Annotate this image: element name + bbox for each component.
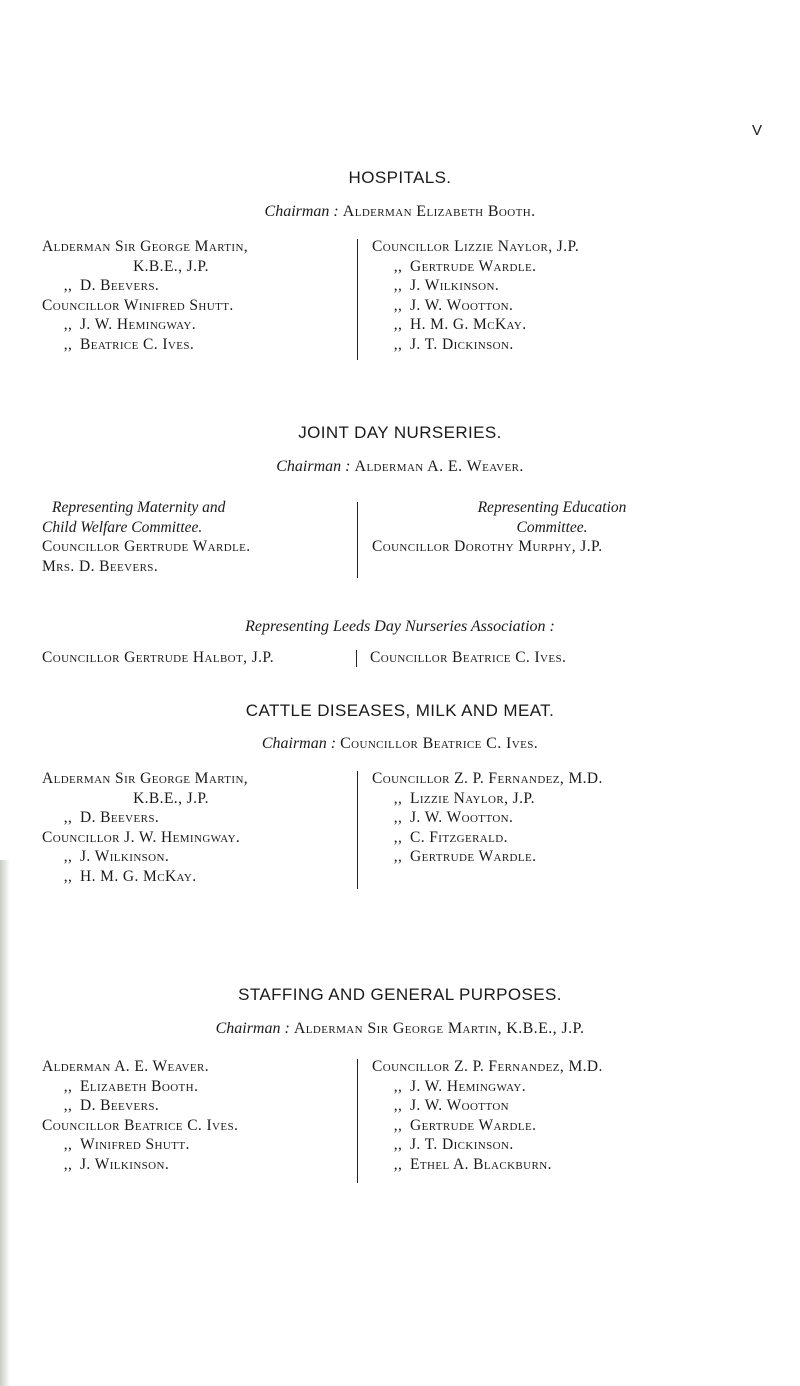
nurseries-title: JOINT DAY NURSERIES.: [298, 423, 502, 442]
member-line: J. W. Wootton: [410, 1097, 510, 1114]
member-line: C. Fitzgerald.: [410, 828, 508, 846]
hospitals-right-column: [372, 237, 782, 354]
ditto-mark: ,,: [393, 828, 403, 846]
ditto-mark: ,,: [63, 1136, 73, 1153]
hospitals-title: HOSPITALS.: [348, 168, 452, 187]
member-line: J. T. Dickinson.: [410, 1136, 514, 1153]
page-number: V: [752, 122, 763, 139]
member-line: Councillor Lizzie Naylor, J.P.: [372, 238, 580, 255]
ditto-mark: ,,: [393, 1097, 403, 1114]
member-line: Lizzie Naylor, J.P.: [410, 789, 535, 807]
staffing-right-column: [372, 1057, 792, 1174]
ditto-mark: ,,: [393, 789, 403, 807]
column-divider: [357, 1059, 358, 1183]
member-line: Gertrude Wardle.: [410, 848, 537, 865]
member-line: K.B.E., J.P.: [133, 789, 209, 807]
ditto-mark: ,,: [63, 316, 73, 333]
member-line: Councillor Gertrude Wardle.: [42, 538, 251, 555]
chairman-name: Alderman Sir George Martin, K.B.E., J.P.: [293, 1020, 585, 1037]
chairman-name: Alderman Elizabeth Booth.: [342, 203, 536, 220]
ditto-mark: ,,: [393, 335, 403, 353]
member-line: Alderman Sir George Martin,: [42, 238, 249, 255]
chairman-label: Chairman :: [264, 203, 339, 220]
member-line: D. Beevers.: [80, 277, 160, 294]
member-line: J. T. Dickinson.: [410, 335, 514, 353]
chairman-name: Alderman A. E. Weaver.: [354, 458, 524, 475]
ditto-mark: ,,: [63, 1097, 73, 1114]
member-line: Alderman A. E. Weaver.: [42, 1058, 210, 1075]
ditto-mark: ,,: [63, 277, 73, 294]
scan-edge-shadow: [0, 860, 10, 1386]
member-line: Councillor Beatrice C. Ives.: [42, 1116, 239, 1134]
member-line: Winifred Shutt.: [80, 1136, 190, 1153]
member-line: H. M. G. McKay.: [410, 316, 527, 333]
member-line: Alderman Sir George Martin,: [42, 770, 249, 787]
column-divider: [357, 771, 358, 889]
ditto-mark: ,,: [63, 809, 73, 826]
cattle-right-column: [372, 769, 792, 867]
nurseries-chairman: [0, 458, 800, 476]
nurseries-left-column: [42, 498, 342, 576]
cattle-chairman: [0, 735, 800, 753]
member-line: J. W. Wootton.: [410, 296, 514, 314]
member-line: Councillor Dorothy Murphy, J.P.: [372, 538, 603, 555]
hospitals-left-column: [42, 237, 342, 354]
staffing-chairman: [0, 1020, 800, 1038]
member-line: Gertrude Wardle.: [410, 1116, 537, 1134]
ditto-mark: ,,: [393, 296, 403, 314]
ditto-mark: ,,: [393, 257, 403, 275]
ditto-mark: ,,: [63, 335, 73, 353]
ditto-mark: ,,: [393, 1116, 403, 1134]
association-left: Councillor Gertrude Halbot, J.P.: [42, 649, 274, 666]
ditto-mark: ,,: [393, 1077, 403, 1095]
member-line: Mrs. D. Beevers.: [42, 557, 159, 575]
ditto-mark: ,,: [393, 1155, 403, 1173]
ditto-mark: ,,: [63, 1155, 73, 1173]
member-line: Beatrice C. Ives.: [80, 335, 195, 353]
member-line: Councillor Z. P. Fernandez, M.D.: [372, 1058, 603, 1075]
association-heading: Representing Leeds Day Nurseries Association :: [245, 618, 555, 635]
member-line: D. Beevers.: [80, 1097, 160, 1114]
member-line: Elizabeth Booth.: [80, 1077, 199, 1095]
staffing-left-column: [42, 1057, 342, 1174]
chairman-label: Chairman :: [215, 1020, 290, 1037]
column-divider: [357, 502, 358, 578]
member-line: J. Wilkinson.: [80, 848, 170, 865]
chairman-label: Chairman :: [276, 458, 351, 475]
representing-heading: Committee.: [516, 518, 588, 536]
member-line: H. M. G. McKay.: [80, 867, 197, 885]
ditto-mark: ,,: [393, 316, 403, 333]
member-line: Councillor J. W. Hemingway.: [42, 828, 241, 846]
ditto-mark: ,,: [393, 1136, 403, 1153]
chairman-label: Chairman :: [261, 735, 337, 752]
member-line: D. Beevers.: [80, 809, 160, 826]
representing-heading: Representing Maternity and: [52, 499, 226, 516]
hospitals-chairman: [0, 203, 800, 221]
cattle-title: CATTLE DISEASES, MILK AND MEAT.: [245, 701, 555, 720]
member-line: Councillor Z. P. Fernandez, M.D.: [372, 770, 603, 787]
member-line: K.B.E., J.P.: [133, 257, 209, 275]
member-line: J. W. Wootton.: [410, 809, 514, 826]
representing-heading: Child Welfare Committee.: [42, 518, 203, 536]
ditto-mark: ,,: [393, 277, 403, 294]
ditto-mark: ,,: [393, 848, 403, 865]
member-line: J. Wilkinson.: [410, 277, 500, 294]
chairman-name: Councillor Beatrice C. Ives.: [340, 735, 539, 752]
ditto-mark: ,,: [63, 867, 73, 885]
representing-heading: Representing Education: [477, 499, 627, 516]
nurseries-right-column: [372, 498, 792, 557]
ditto-mark: ,,: [393, 809, 403, 826]
member-line: J. W. Hemingway.: [410, 1077, 527, 1095]
column-divider: [356, 650, 357, 667]
member-line: Gertrude Wardle.: [410, 257, 537, 275]
member-line: Ethel A. Blackburn.: [410, 1155, 552, 1173]
ditto-mark: ,,: [63, 1077, 73, 1095]
member-line: J. Wilkinson.: [80, 1155, 170, 1173]
member-line: J. W. Hemingway.: [80, 316, 197, 333]
column-divider: [357, 239, 358, 360]
member-line: Councillor Winifred Shutt.: [42, 296, 234, 314]
ditto-mark: ,,: [63, 848, 73, 865]
association-right: Councillor Beatrice C. Ives.: [370, 649, 567, 666]
cattle-left-column: [42, 769, 342, 886]
staffing-title: STAFFING AND GENERAL PURPOSES.: [238, 985, 562, 1004]
